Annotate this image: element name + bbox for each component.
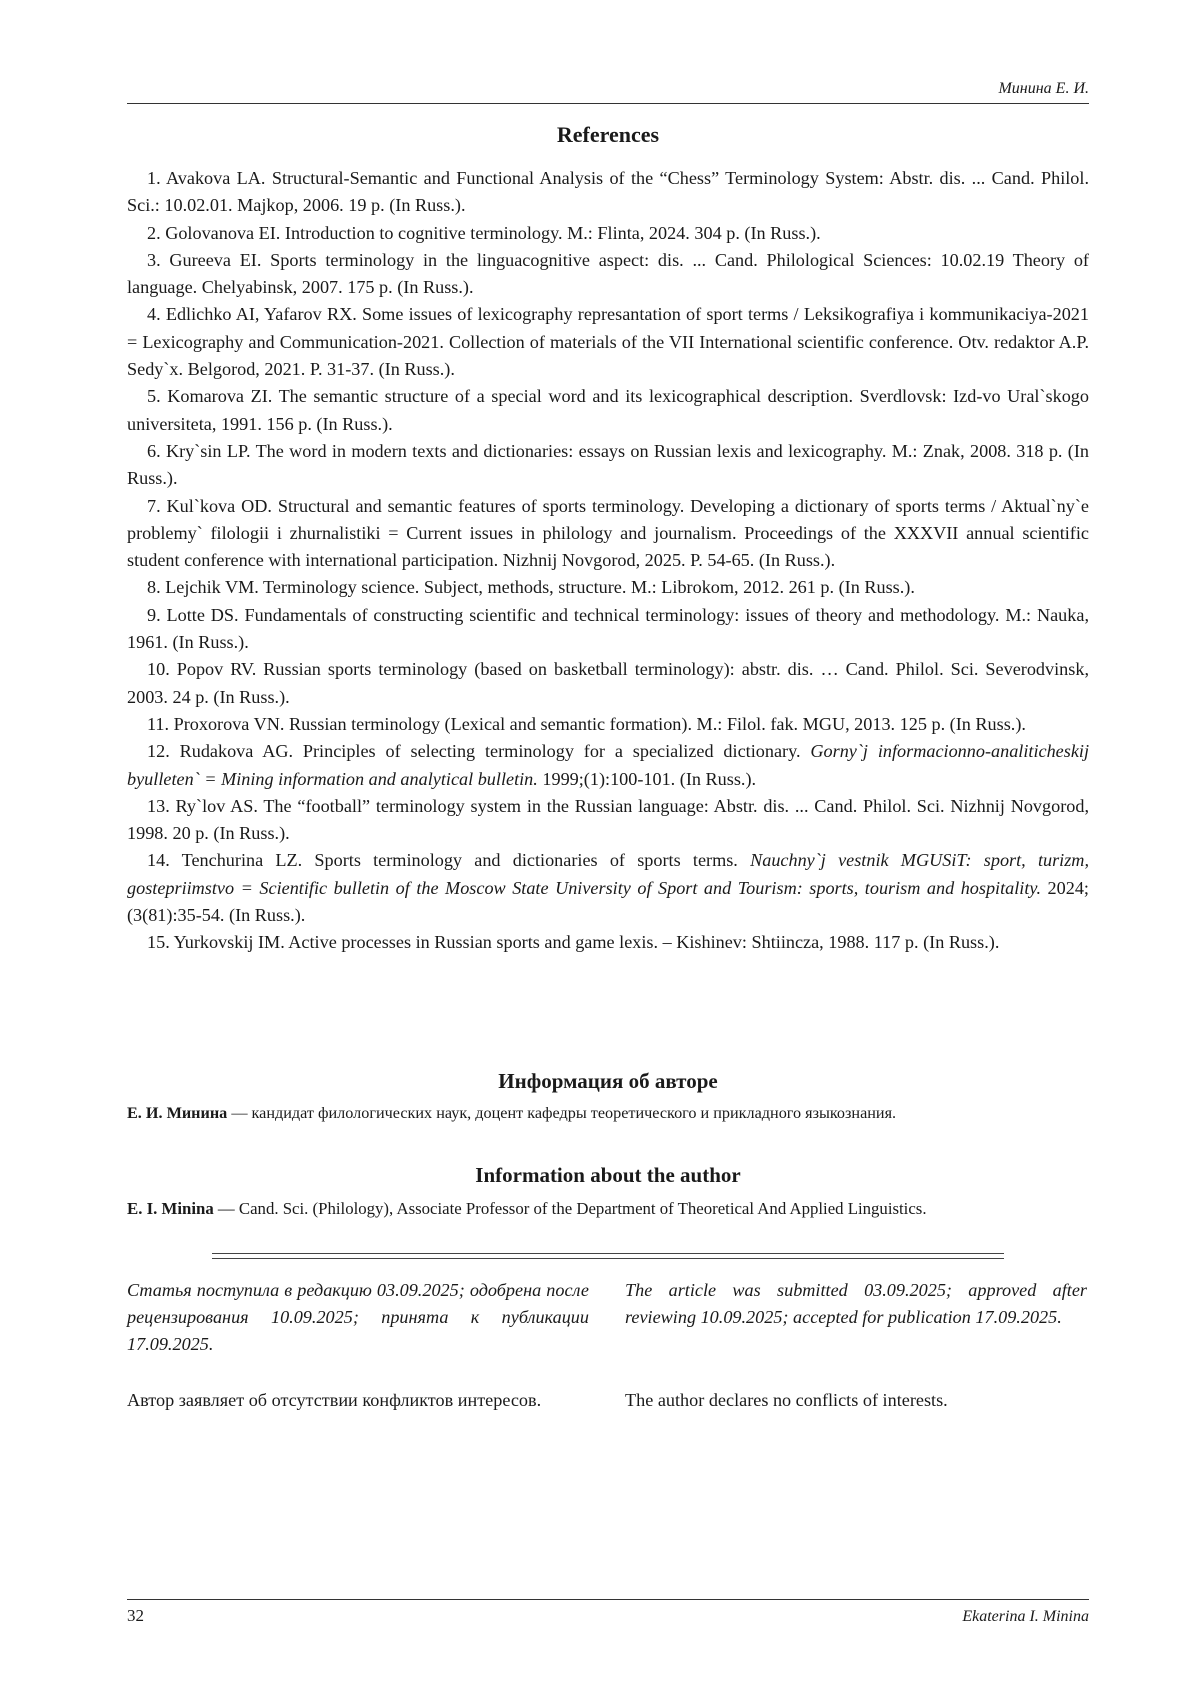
reference-item: 3. Gureeva EI. Sports terminology in the linguacognitive aspect: dis. ... Cand. Philological Sciences: 10.02.19 Theory of language. Chelyabinsk, 2007. 175 p. (In Russ.).: [127, 249, 1089, 298]
author-info-title-ru: Информация об авторе: [498, 1069, 718, 1093]
conflict-statement-en: The author declares no conflicts of interests.: [625, 1390, 948, 1410]
author-description-ru: — кандидат филологических наук, доцент кафедры теоретического и прикладного языкознания.: [227, 1104, 897, 1122]
footer-author: Ekaterina I. Minina: [962, 1608, 1089, 1625]
reference-text: 14. Tenchurina LZ. Sports terminology and dictionaries of sports terms.: [147, 850, 751, 871]
reference-item: 2. Golovanova EI. Introduction to cognitive terminology. M.: Flinta, 2024. 304 p. (In Russ.).: [147, 222, 821, 243]
reference-journal: Gorny`j informacionno-analiticheskij byulleten` = Mining information and analytical bulletin.: [127, 741, 1089, 789]
conflict-statement-ru: Автор заявляет об отсутствии конфликтов интересов.: [127, 1390, 542, 1410]
references-list: [127, 165, 1089, 957]
reference-item: 4. Edlichko AI, Yafarov RX. Some issues of lexicography represantation of sport terms / Leksikografiya i kommunikaciya-2021 = Lexicography and Communication-2021. Collection of materials of the VII International scientific conference. Otv. redaktor A.P. Sedy`x. Belgorod, 2021. P. 31-37. (In Russ.).: [127, 304, 1089, 380]
author-info-title-en: Information about the author: [475, 1163, 741, 1187]
reference-item: 7. Kul`kova OD. Structural and semantic features of sports terminology. Developing a dictionary of sports terms / Aktual`ny`e problemy` filologii i zhurnalistiki = Current issues in philology and journalism. Proceedings of the XXXVII annual scientific student conference with international participation. Nizhnij Novgorod, 2025. P. 54-65. (In Russ.).: [127, 495, 1089, 571]
header-rule: [127, 103, 1089, 104]
reference-journal: Nauchny`j vestnik MGUSiT: sport, turizm, gostepriimstvo = Scientific bulletin of the Moscow State University of Sport and Tourism: sports, tourism and hospitality.: [127, 850, 1089, 898]
reference-text: 12. Rudakova AG. Principles of selecting terminology for a specialized dictionary.: [147, 741, 811, 762]
reference-item: 13. Ry`lov AS. The “football” terminology system in the Russian language: Abstr. dis. ... Cand. Philol. Sci. Nizhnij Novgorod, 1998. 20 p. (In Russ.).: [127, 795, 1089, 844]
author-description-en: — Cand. Sci. (Philology), Associate Professor of the Department of Theoretical And Applied Linguistics.: [213, 1199, 927, 1218]
reference-item: 6. Kry`sin LP. The word in modern texts and dictionaries: essays on Russian lexis and lexicography. M.: Znak, 2008. 318 p. (In Russ.).: [127, 440, 1089, 489]
reference-item: 10. Popov RV. Russian sports terminology (based on basketball terminology): abstr. dis. … Cand. Philol. Sci. Severodvinsk, 2003. 24 p. (In Russ.).: [127, 659, 1089, 707]
reference-item: 5. Komarova ZI. The semantic structure of a special word and its lexicographical description. Sverdlovsk: Izd-vo Ural`skogo universiteta, 1991. 156 p. (In Russ.).: [127, 386, 1089, 434]
page-number: 32: [127, 1606, 144, 1625]
reference-item: 1. Avakova LA. Structural-Semantic and Functional Analysis of the “Chess” Terminology System: Abstr. dis. ... Cand. Philol. Sci.: 10.02.01. Majkop, 2006. 19 p. (In Russ.).: [127, 168, 1089, 216]
running-head: Минина Е. И.: [998, 80, 1089, 97]
references-title: References: [556, 122, 660, 147]
reference-item: [127, 847, 1089, 929]
reference-text: 2024;(3(81):35-54. (In Russ.).: [127, 877, 1089, 926]
reference-item: 9. Lotte DS. Fundamentals of constructing scientific and technical terminology: issues of theory and methodology. M.: Nauka, 1961. (In Russ.).: [127, 604, 1089, 653]
author-name-en: E. I. Minina: [127, 1199, 214, 1218]
section-divider: [212, 1253, 1004, 1259]
author-info-ru: [127, 1104, 1089, 1123]
reference-text: 1999;(1):100-101. (In Russ.).: [537, 768, 757, 789]
reference-item: 15. Yurkovskij IM. Active processes in Russian sports and game lexis. – Kishinev: Shtiincza, 1988. 117 p. (In Russ.).: [147, 932, 1000, 953]
reference-item: [127, 738, 1089, 793]
reference-item: 11. Proxorova VN. Russian terminology (Lexical and semantic formation). M.: Filol. fak. MGU, 2013. 125 p. (In Russ.).: [147, 713, 1026, 734]
article-dates-ru: Статья поступила в редакцию 03.09.2025; одобрена после рецензирования 10.09.2025; принята к публикации 17.09.2025.: [127, 1280, 589, 1354]
footer-rule: [127, 1599, 1089, 1600]
reference-item: 8. Lejchik VM. Terminology science. Subject, methods, structure. M.: Librokom, 2012. 261 p. (In Russ.).: [147, 577, 915, 598]
author-info-en: [127, 1199, 1089, 1219]
article-dates-en: The article was submitted 03.09.2025; approved after reviewing 10.09.2025; accepted for publication 17.09.2025.: [625, 1280, 1087, 1327]
author-name-ru: Е. И. Минина: [127, 1104, 228, 1122]
